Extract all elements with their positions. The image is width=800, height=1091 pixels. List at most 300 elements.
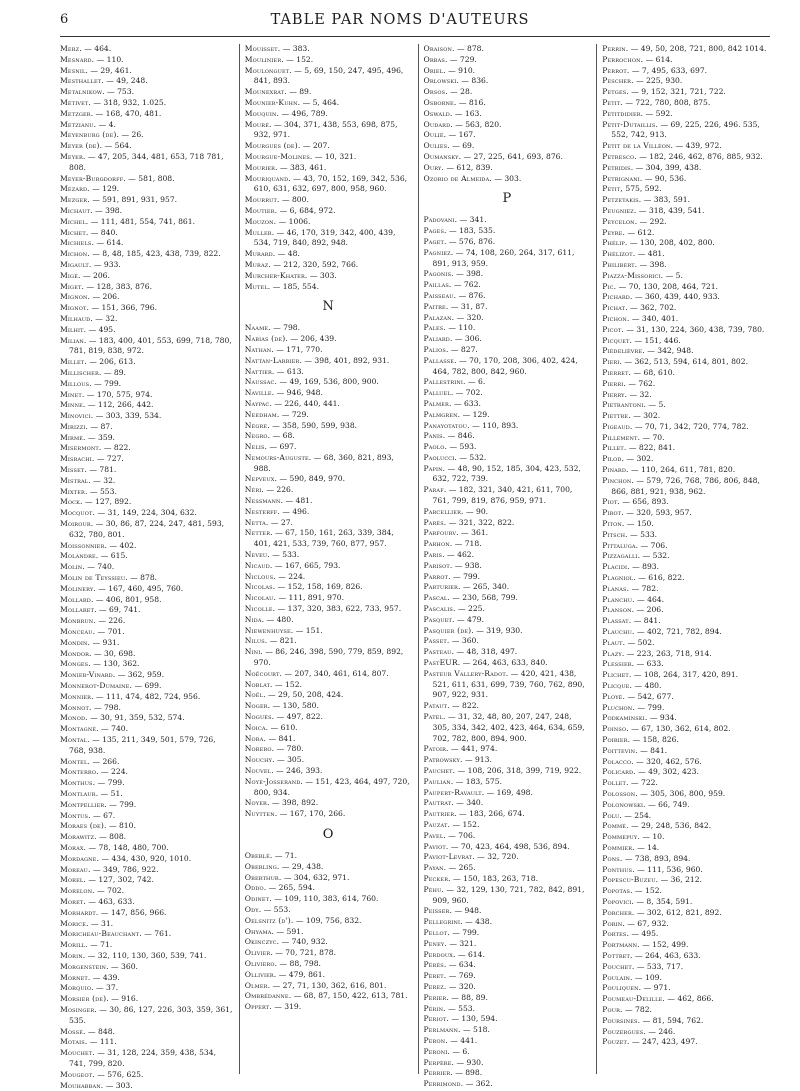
page-references: — 402, 721, 782, 894.: [635, 627, 722, 636]
page-references: — 876.: [456, 291, 485, 300]
author-name: Moricheau-Beauchant.: [60, 929, 142, 938]
page-references: — 398, 892.: [270, 798, 319, 807]
index-entry: [60, 659, 233, 670]
author-name: Migé.: [60, 271, 81, 280]
index-entry: [602, 789, 769, 800]
author-name: Orbas.: [424, 55, 448, 64]
author-name: Misermont.: [60, 443, 101, 452]
page-references: — 342, 948.: [645, 346, 694, 355]
index-entry: [245, 174, 412, 196]
page-references: — 68, 87, 150, 422, 613, 781.: [291, 991, 407, 1000]
index-entry: [602, 843, 769, 854]
page-references: — 576, 876.: [447, 237, 496, 246]
page-references: — 762.: [626, 379, 655, 388]
author-name: Petit.: [602, 98, 623, 107]
author-name: Mourgue-Molines.: [245, 152, 313, 161]
author-name: Pérès.: [424, 960, 447, 969]
page-references: — 799.: [450, 928, 479, 937]
page-references: — 230, 568, 799.: [450, 593, 518, 602]
index-entry: [602, 616, 769, 627]
index-entry: [245, 755, 412, 766]
index-entry: [245, 507, 412, 518]
page-references: — 612, 839.: [444, 163, 493, 172]
index-entry: [60, 1005, 233, 1027]
author-name: Placidi.: [602, 562, 629, 571]
author-name: Nègre.: [245, 421, 270, 430]
page-references: — 68, 610.: [631, 368, 675, 377]
page-references: — 1006.: [276, 217, 310, 226]
index-entry: [424, 1036, 591, 1047]
page-references: — 533.: [270, 550, 299, 559]
page-references: — 699.: [132, 681, 161, 690]
author-name: Pascalis.: [424, 604, 456, 613]
author-name: Noyer.: [245, 798, 270, 807]
page-references: — 402.: [107, 541, 136, 550]
page-references: — 48.: [275, 249, 300, 258]
index-entry: [245, 228, 412, 250]
page-references: — 137, 320, 383, 622, 733, 957.: [275, 604, 401, 613]
page-references: — 753.: [105, 87, 134, 96]
page-references: — 109.: [633, 973, 662, 982]
index-entry: [245, 356, 412, 367]
index-entry: [60, 109, 233, 120]
author-name: Petrignani.: [602, 174, 642, 183]
author-name: Nelis.: [245, 442, 267, 451]
page-references: — 37.: [94, 983, 119, 992]
index-entry: [424, 1025, 591, 1036]
author-name: Ployé.: [602, 692, 625, 701]
author-name: Oberling.: [245, 862, 280, 871]
index-entry: [602, 282, 769, 293]
page-references: — 822.: [450, 701, 479, 710]
author-name: Perez.: [424, 982, 447, 991]
index-entry: [424, 323, 591, 334]
author-name: Noica.: [245, 723, 268, 732]
index-entry: [245, 87, 412, 98]
index-entry: [602, 217, 769, 228]
page-references: — 206, 439.: [288, 334, 337, 343]
index-entry: [602, 994, 769, 1005]
index-entry: [60, 551, 233, 562]
index-entry: [602, 703, 769, 714]
index-entry: [60, 832, 233, 843]
page-references: — 69, 225, 226, 496. 535, 552, 742, 913.: [611, 120, 760, 140]
index-entry: [424, 993, 591, 1004]
author-name: Pillet.: [602, 443, 626, 452]
author-name: Palmgren.: [424, 410, 461, 419]
page-references: — 878.: [128, 573, 157, 582]
page-references: — 302.: [624, 454, 653, 463]
page-references: — 47, 205, 344, 481, 653, 718 781, 808.: [69, 152, 223, 172]
page-references: — 111, 474, 482, 724, 956.: [94, 692, 201, 701]
author-name: Nepveux.: [245, 474, 277, 483]
index-entry: [424, 777, 591, 788]
author-name: Monnier.: [60, 692, 94, 701]
page-references: — 305.: [275, 755, 304, 764]
index-entry: [60, 541, 233, 552]
page-references: — 841.: [266, 734, 295, 743]
page-references: — 303.: [103, 1081, 132, 1090]
page-references: 575, 592.: [623, 184, 662, 193]
page-references: — 108, 264, 317, 420, 891.: [631, 670, 738, 679]
index-entry: [424, 507, 591, 518]
index-entry: [424, 399, 591, 410]
index-entry: [602, 951, 769, 962]
index-entry: [602, 303, 769, 314]
index-entry: [60, 87, 233, 98]
index-entry: [60, 562, 233, 573]
author-name: Nemours-Auguste.: [245, 453, 312, 462]
page-references: — 30, 91, 359, 532, 574.: [88, 713, 185, 722]
index-entry: [245, 712, 412, 723]
author-name: Pasteau.: [424, 647, 455, 656]
page-references: — 88, 89.: [449, 993, 488, 1002]
index-entry: [424, 109, 591, 120]
index-entry: [602, 1027, 769, 1038]
author-name: Pasquet.: [424, 615, 455, 624]
author-name: Porcher.: [602, 908, 634, 917]
author-name: Petit,: [602, 184, 623, 193]
index-entry: [60, 897, 233, 908]
author-name: Perrier.: [424, 1068, 453, 1077]
page-references: — 110.: [94, 55, 123, 64]
index-entry: [602, 854, 769, 865]
author-name: Passet.: [424, 636, 450, 645]
page-references: — 633.: [634, 659, 663, 668]
index-entry: [602, 443, 769, 454]
author-name: Piettre.: [602, 411, 631, 420]
author-name: Plazy.: [602, 649, 624, 658]
index-entry: [245, 916, 412, 927]
index-entry: [424, 269, 591, 280]
author-name: Molandre.: [60, 551, 98, 560]
page-references: — 30, 698.: [92, 649, 136, 658]
author-name: Petit de la Villéon.: [602, 141, 673, 150]
index-entry: [424, 658, 591, 669]
author-name: Perrot.: [602, 66, 629, 75]
author-name: Monterro.: [60, 767, 99, 776]
page-references: — 893.: [630, 562, 659, 571]
author-name: Nuytten.: [245, 809, 278, 818]
author-name: Podkaminski.: [602, 713, 647, 722]
author-name: Peugniez.: [602, 206, 636, 215]
index-entry: [424, 174, 591, 185]
page-references: — 302.: [631, 411, 660, 420]
page-references: — 86, 246, 398, 590, 779, 859, 892, 970.: [254, 647, 404, 667]
page-references: — 614.: [456, 950, 485, 959]
page-references: — 152.: [450, 820, 479, 829]
index-entry: [245, 485, 412, 496]
author-name: Payan.: [424, 863, 447, 872]
index-entry: [424, 518, 591, 529]
index-entry: [60, 584, 233, 595]
author-name: Mesthallet.: [60, 76, 104, 85]
author-name: Osborne.: [424, 98, 457, 107]
index-entry: [245, 626, 412, 637]
page-references: — 799.: [107, 800, 136, 809]
page-references: — 49, 169, 536, 800, 900.: [277, 377, 379, 386]
page-references: — 111, 891, 970.: [276, 593, 344, 602]
author-name: Molinery.: [60, 584, 96, 593]
index-entry: [245, 690, 412, 701]
page-references: — 226.: [96, 616, 125, 625]
author-name: Morgenstein.: [60, 962, 109, 971]
page-references: — 360, 439, 440, 933.: [633, 292, 720, 301]
page-references: — 841.: [631, 616, 660, 625]
index-entry: [424, 950, 591, 961]
author-name: Nida.: [245, 615, 264, 624]
author-name: Noël.: [245, 690, 266, 699]
author-name: Molin.: [60, 562, 85, 571]
author-name: Mocquot.: [60, 508, 95, 517]
author-name: Pauchet.: [424, 766, 456, 775]
author-name: Moirour.: [60, 519, 93, 528]
page-references: — 420, 421, 438, 521, 611, 631, 699, 739, 760, 762, 890, 907, 922, 931.: [433, 669, 585, 700]
author-name: Palluel.: [424, 388, 454, 397]
author-name: Oury.: [424, 163, 445, 172]
page-references: — 496.: [280, 507, 309, 516]
page-references: — 303, 339, 534.: [93, 411, 161, 420]
author-name: Nicaud.: [245, 561, 273, 570]
index-entry: [60, 649, 233, 660]
page-references: — 497, 822.: [274, 712, 323, 721]
page-references: — 349, 786, 922.: [91, 865, 159, 874]
page-references: — 151, 366, 796.: [89, 303, 157, 312]
author-name: Minovici.: [60, 411, 93, 420]
page-references: — 318, 439, 541.: [636, 206, 704, 215]
author-name: Mixter.: [60, 487, 88, 496]
author-name: Porin.: [602, 919, 625, 928]
author-name: Oulies.: [424, 141, 450, 150]
index-entry: [602, 76, 769, 87]
page-references: — 581, 808.: [126, 174, 175, 183]
index-entry: [60, 703, 233, 714]
author-name: Misrachi.: [60, 454, 94, 463]
index-entry: [424, 76, 591, 87]
index-entry: [245, 120, 412, 142]
author-name: Morhardt.: [60, 908, 98, 917]
author-name: Pollet.: [602, 778, 628, 787]
index-entry: [60, 174, 233, 185]
page-references: — 612.: [625, 228, 654, 237]
page-references: — 532.: [457, 453, 486, 462]
page-references: — 4.: [96, 120, 116, 129]
index-entry: [424, 356, 591, 378]
page-references: — 70, 170, 208, 306, 402, 424, 464, 782, 800, 842, 960.: [433, 356, 578, 376]
page-references: — 5.: [646, 400, 666, 409]
index-entry: [60, 152, 233, 174]
author-name: Polu.: [602, 811, 622, 820]
index-entry: [60, 1037, 233, 1048]
page-references: — 576, 625.: [95, 1070, 144, 1079]
page-references: — 464.: [82, 44, 111, 53]
page-references: — 878.: [455, 44, 484, 53]
page-references: — 933.: [91, 260, 120, 269]
author-name: Ozorio de Almeida.: [424, 174, 492, 183]
author-name: Okinczyc.: [245, 937, 279, 946]
index-entry: [60, 206, 233, 217]
page-references: — 29, 438.: [280, 862, 324, 871]
index-entry: [602, 973, 769, 984]
author-name: Panis.: [424, 431, 446, 440]
author-name: Mezger.: [60, 195, 90, 204]
author-name: Mollaret.: [60, 605, 97, 614]
page-references: — 481.: [635, 249, 664, 258]
page-references: — 362.: [463, 1079, 492, 1088]
page-references: — 163.: [452, 109, 481, 118]
author-name: Michiels.: [60, 238, 94, 247]
index-entry: [245, 195, 412, 206]
page-references: — 479, 861.: [276, 970, 325, 979]
author-name: Pallasse.: [424, 356, 457, 365]
index-entry: [424, 120, 591, 131]
index-entry: [245, 323, 412, 334]
index-entry: [60, 55, 233, 66]
author-name: Picquet.: [602, 336, 632, 345]
page-references: — 32, 129, 130, 721, 782, 842, 891, 909, 960.: [433, 885, 585, 905]
index-entry: [245, 66, 412, 88]
index-entry: [602, 821, 769, 832]
author-name: Meyer.: [60, 152, 85, 161]
author-name: Moutier.: [245, 206, 277, 215]
page-references: — 183, 575.: [453, 777, 502, 786]
author-name: Périn.: [424, 1004, 446, 1013]
author-name: Nessmann.: [245, 496, 283, 505]
index-entry: [602, 422, 769, 433]
index-entry: [60, 141, 233, 152]
author-name: Parès.: [424, 518, 447, 527]
page-references: — 564.: [102, 141, 131, 150]
index-entry: [60, 638, 233, 649]
page-references: — 152.: [273, 680, 302, 689]
page-references: — 808.: [97, 832, 126, 841]
page-references: — 224.: [99, 767, 128, 776]
page-references: — 761.: [142, 929, 171, 938]
page-references: — 30, 86, 127, 226, 303, 359, 361, 535.: [69, 1005, 232, 1025]
index-entry: [245, 970, 412, 981]
page-references: — 29, 50, 208, 424.: [266, 690, 344, 699]
index-entry: [602, 692, 769, 703]
index-entry: [60, 724, 233, 735]
index-entry: [424, 626, 591, 637]
page-references: — 799.: [451, 572, 480, 581]
page-references: — 67, 932.: [625, 919, 669, 928]
page-references: — 206.: [90, 292, 119, 301]
index-entry: [245, 927, 412, 938]
author-name: Pommepuy.: [602, 832, 640, 841]
page-references: — 591.: [274, 927, 303, 936]
page-references: — 89.: [287, 87, 312, 96]
page-references: — 71.: [88, 940, 113, 949]
author-name: Nini.: [245, 647, 263, 656]
author-name: Naypac.: [245, 399, 272, 408]
author-name: Pales.: [424, 323, 446, 332]
page-references: — 292.: [637, 217, 666, 226]
page-references: — 129.: [460, 410, 489, 419]
author-name: Petridis.: [602, 163, 633, 172]
index-entry: [424, 842, 591, 853]
index-entry: [60, 767, 233, 778]
page-references: — 701.: [95, 627, 124, 636]
author-name: Pouzet.: [602, 1037, 629, 1046]
page-references: — 406, 801, 958.: [94, 595, 162, 604]
page-references: — 360.: [109, 962, 138, 971]
author-name: Oraison.: [424, 44, 455, 53]
index-entry: [245, 410, 412, 421]
author-name: Portes.: [602, 929, 629, 938]
index-entry: [424, 87, 591, 98]
page-references: — 167, 665, 793.: [273, 561, 341, 570]
author-name: Mounier-Kuhn.: [245, 98, 300, 107]
index-entry: [424, 831, 591, 842]
index-entry: [424, 852, 591, 863]
page-references: — 362, 702.: [628, 303, 677, 312]
author-name: Popovici.: [602, 897, 634, 906]
index-entry: [245, 905, 412, 916]
index-entry: [245, 572, 412, 583]
index-entry: [424, 798, 591, 809]
index-entry: [424, 669, 591, 701]
author-name: Milian.: [60, 336, 87, 345]
index-entry: [60, 292, 233, 303]
author-name: Padovani.: [424, 215, 458, 224]
index-entry: [60, 249, 233, 260]
section-letter: P: [424, 191, 591, 206]
page-references: — 304, 371, 438, 553, 698, 875, 932, 971.: [254, 120, 398, 140]
author-name: Portmann.: [602, 940, 639, 949]
index-entry: [60, 1048, 233, 1070]
index-entry: [60, 44, 233, 55]
index-entry: [602, 292, 769, 303]
index-entry: [424, 550, 591, 561]
author-name: Parcellier.: [424, 507, 464, 516]
page-references: — 67, 130, 362, 614, 802.: [629, 724, 731, 733]
author-name: Perrimond.: [424, 1079, 464, 1088]
page-references: — 479.: [455, 615, 484, 624]
author-name: Petresco.: [602, 152, 637, 161]
index-entry: [602, 228, 769, 239]
author-name: Paolo.: [424, 442, 448, 451]
index-entry: [245, 798, 412, 809]
page-references: — 553.: [88, 487, 117, 496]
page-references: — 266.: [90, 757, 119, 766]
author-name: Philibert.: [602, 260, 637, 269]
index-entry: [424, 453, 591, 464]
index-entry: [424, 152, 591, 163]
index-entry: [424, 130, 591, 141]
page-references: — 225, 930.: [634, 76, 683, 85]
page-references: — 31, 149, 224, 304, 632.: [95, 508, 197, 517]
index-entry: [424, 582, 591, 593]
index-entry: [60, 422, 233, 433]
page-references: — 702.: [95, 886, 124, 895]
author-name: Poursines.: [602, 1016, 640, 1025]
index-entry: [60, 605, 233, 616]
index-entry: [424, 615, 591, 626]
author-name: Nouchy.: [245, 755, 275, 764]
index-entry: [424, 1068, 591, 1079]
index-entry: [245, 937, 412, 948]
index-entry: [602, 746, 769, 757]
page-references: — 398.: [454, 269, 483, 278]
index-entry: [60, 238, 233, 249]
index-entry: [602, 184, 769, 195]
index-entry: [602, 271, 769, 282]
author-name: Paraf.: [424, 485, 447, 494]
author-name: Murard.: [245, 249, 276, 258]
page-references: — 656, 893.: [620, 497, 669, 506]
author-name: Mouriquand.: [245, 174, 291, 183]
